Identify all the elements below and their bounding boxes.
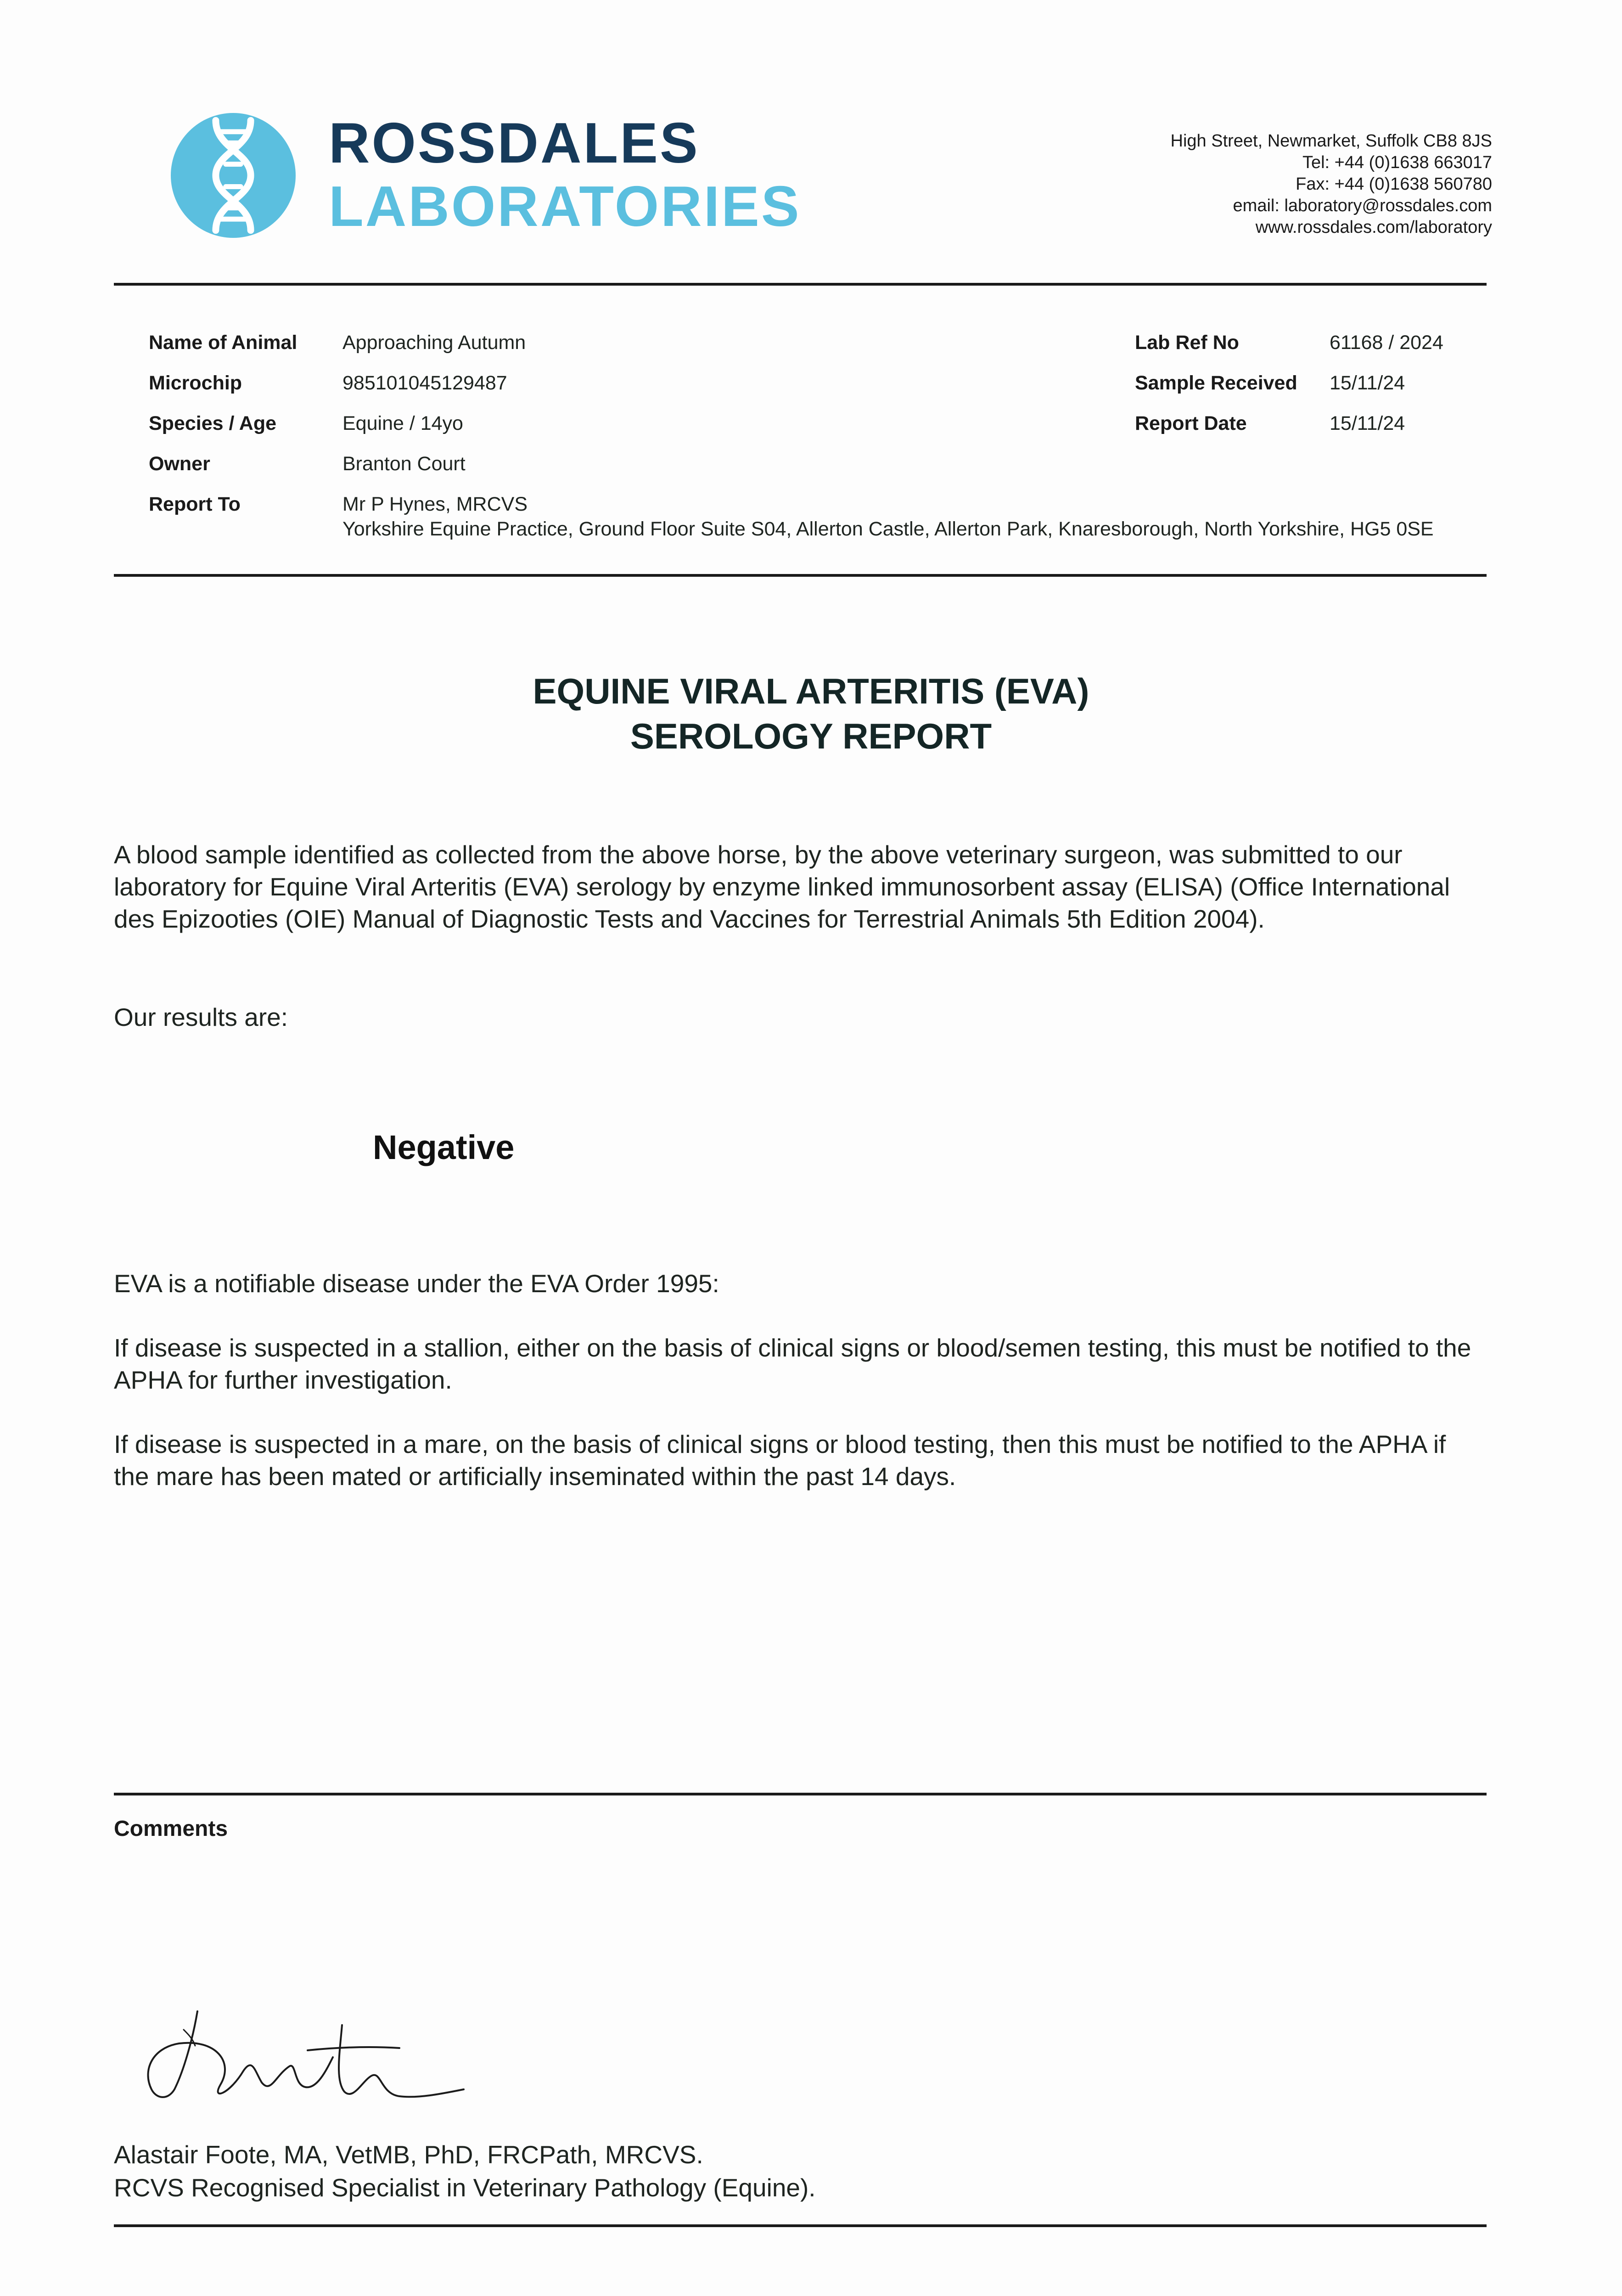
footer-divider	[114, 2224, 1487, 2227]
dna-helix-icon	[171, 113, 296, 238]
intro-paragraph: A blood sample identified as collected from the above horse, by the above veterinary surgeon, was submitted to our laboratory for Equine Viral Arteritis (EVA) serology by enzyme linked immunosorbent assay (ELISA) (Office International des Epizooties (OIE) Manual of Diagnostic Tests and Vaccines for Terrestrial Animals 5th Edition 2004).	[114, 840, 1450, 933]
email: email: laboratory@rossdales.com	[1233, 196, 1492, 215]
report-to-label: Report To	[149, 493, 241, 515]
comments-divider	[114, 1793, 1487, 1795]
signatory-name: Alastair Foote, MA, VetMB, PhD, FRCPath, MRCVS.	[114, 2140, 703, 2169]
comments-label: Comments	[114, 1817, 228, 1841]
report-date-value: 15/11/24	[1330, 412, 1405, 434]
signature-image	[124, 2002, 473, 2117]
species-age-value: Equine / 14yo	[342, 412, 463, 434]
report-to-name: Mr P Hynes, MRCVS	[342, 493, 528, 515]
owner-label: Owner	[149, 453, 210, 475]
lab-ref-value: 61168 / 2024	[1330, 332, 1443, 354]
website: www.rossdales.com/laboratory	[1255, 218, 1492, 237]
report-to-address: Yorkshire Equine Practice, Ground Floor Suite S04, Allerton Castle, Allerton Park, Knaresborough, North Yorkshire, HG5 0SE	[342, 518, 1434, 540]
brand-name-line1: ROSSDALES	[329, 112, 700, 175]
sample-received-label: Sample Received	[1135, 372, 1297, 394]
microchip-value: 985101045129487	[342, 372, 507, 394]
name-of-animal-label: Name of Animal	[149, 332, 297, 354]
lab-ref-label: Lab Ref No	[1135, 332, 1239, 354]
address: High Street, Newmarket, Suffolk CB8 8JS	[1170, 131, 1492, 151]
species-age-label: Species / Age	[149, 412, 277, 434]
report-title	[0, 669, 1622, 759]
header-divider	[114, 283, 1487, 286]
sample-received-value: 15/11/24	[1330, 372, 1405, 394]
test-result: Negative	[373, 1128, 515, 1166]
stallion-note: If disease is suspected in a stallion, either on the basis of clinical signs or blood/semen testing, this must be notified to the APHA for further investigation.	[114, 1334, 1471, 1394]
results-intro: Our results are:	[114, 1003, 288, 1031]
microchip-label: Microchip	[149, 372, 242, 394]
report-title-line1: EQUINE VIRAL ARTERITIS (EVA)	[533, 671, 1089, 711]
mare-note: If disease is suspected in a mare, on the basis of clinical signs or blood testing, then this must be notified to the APHA if the mare has been mated or artificially inseminated within the past 14 days.	[114, 1430, 1446, 1491]
report-date-label: Report Date	[1135, 412, 1247, 434]
notifiable-statement: EVA is a notifiable disease under the EVA Order 1995:	[114, 1269, 719, 1298]
brand-name-line2: LABORATORIES	[329, 175, 801, 238]
telephone: Tel: +44 (0)1638 663017	[1302, 153, 1492, 172]
owner-value: Branton Court	[342, 453, 466, 475]
contact-block	[1171, 130, 1492, 238]
signatory-title: RCVS Recognised Specialist in Veterinary Pathology (Equine).	[114, 2173, 816, 2202]
report-title-line2: SEROLOGY REPORT	[630, 716, 992, 756]
info-divider	[114, 574, 1487, 577]
name-of-animal-value: Approaching Autumn	[342, 332, 526, 354]
fax: Fax: +44 (0)1638 560780	[1296, 174, 1492, 194]
